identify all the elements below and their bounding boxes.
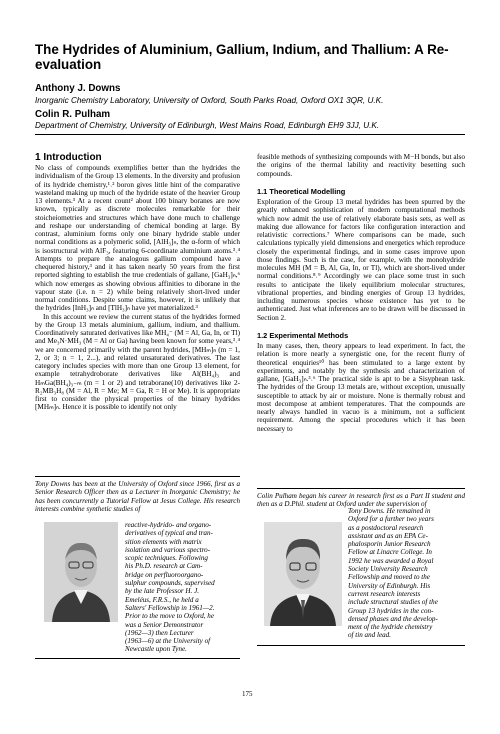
bio-downs-line: Prior to the move to Oxford, he	[125, 612, 214, 621]
intro-paragraph-1: No class of compounds exemplifies better than the hydrides the individualism of the Group 13 elements. In the diversity and profusion of its hydride chemistry,¹˒² boron gives little hint of the comparative wasteland making up much of the hydride estate of the heavier Group 13 elements.³ At a recent count² about 100 binary boranes are now known, typically as discrete molecules remarkable for their stoicheiometries and structures which have done much to challenge and reshape our understanding of chemical bonding at large. By contrast, aluminium forms only one binary hydride stable under normal conditions as a polymeric solid, [AlH₃]ₙ, the α-form of which is isostructural with AlF₃, featuring 6-coordinate aluminium atoms.³˒⁴ Attempts to prepare the analogous gallium compound have a chequered history,³ and it has taken nearly 50 years from the first reported sighting to establish the true credentials of gallane, [GaH₃]ₙ,⁶ which now emerges as showing obvious affinities to diborane in the vapour state (i.e. n = 2) while being relatively short-lived under normal conditions. Despite some claims, however, it is unlikely that the hydrides [InH₃]ₙ and [TlH₃]ₙ have yet materialized.³	[35, 164, 240, 313]
bio-pulham-line: Society University Research	[348, 565, 428, 574]
author-1-name: Anthony J. Downs	[35, 83, 121, 94]
bio-downs-line: sition elements with matrix	[125, 537, 202, 546]
intro-paragraph-2: In this account we review the current status of the hydrides formed by the Group 13 metals aluminium, gallium, indium, and thallium. Coordinatively saturated derivatives like MH₄⁻ (M = Al, Ga, In, or Tl) and Me₃N·MH₃ (M = Al or Ga) having been known for some years,³˒⁴ we are concerned primarily with the parent hydrides, [MHₘ]ₙ (m = 1, 2, or 3; n = 1, 2...), and related unsaturated derivatives. The last category includes species with more than one Group 13 element, for example tetrahydroborate derivatives like Al(BH₄)₃ and HₘGa(BH₄)₃₋ₘ (m = 1 or 2) and tetraborane(10) derivatives like 2-R₂MB₃H₈ (M = Al, R = Me; M = Ga, R = H or Me). It is appropriate first to consider the physical properties of the binary hydrides [MHₘ]ₙ. Hence it is possible to identify not only	[35, 312, 240, 412]
bio-downs-line: isolation and various spectro-	[125, 545, 211, 554]
bio-pulham-line: of tin and lead.	[348, 631, 391, 640]
author-photo-pulham	[264, 522, 342, 626]
bio-pulham-top-rule	[257, 488, 465, 489]
bio-downs-line: bridge on perfluoroorgano-	[125, 570, 204, 579]
bio-downs-bottom-rule	[35, 658, 240, 659]
bio-downs-top-rule	[35, 476, 240, 477]
bio-pulham-line: Oxford for a further two years	[348, 515, 434, 524]
right-column	[257, 153, 465, 483]
bio-pulham-line: Tony Downs. He remained in	[348, 507, 431, 515]
bio-pulham-line: Fellowship and moved to the	[348, 573, 430, 582]
bio-downs-line: his Ph.D. research at Cam-	[125, 562, 203, 571]
bio-downs-line: (1963—6) at the University of	[125, 637, 211, 646]
bio-pulham-line: phalosporin Junior Research	[348, 540, 431, 549]
bio-pulham-line: current research interests	[348, 589, 421, 598]
author-2-affiliation: Department of Chemistry, University of Edinburgh, West Mains Road, Edinburgh EH9 3JJ, U.K.	[35, 121, 380, 130]
bio-pulham-line: assistant and as an EPA Ce-	[348, 531, 428, 540]
bio-downs-intro: Tony Downs has been at the University of Oxford since 1966, first as a Senior Research Officer then as a Lecturer in Inorganic Chemistry; he has been concurrently a Tutorial Fellow at Jesus College. His research interests combine synthetic studies of	[35, 480, 240, 513]
bio-downs-line: was a Senior Demonstrator	[125, 620, 204, 629]
author-2-name: Colin R. Pulham	[35, 109, 111, 120]
bio-pulham-side	[348, 507, 465, 640]
bio-pulham-line: ment of the hydride chemistry	[348, 623, 433, 632]
author-1-affiliation: Inorganic Chemistry Laboratory, University of Oxford, South Parks Road, Oxford OX1 3QR, U.K.	[35, 96, 384, 105]
bio-pulham-line: densed phases and the develop-	[348, 614, 438, 623]
bio-pulham-line: University of Edinburgh. His	[348, 581, 431, 590]
bio-downs-line: reactive-hydrido- and organo-	[125, 521, 212, 529]
bio-pulham-line: include structural studies of the	[348, 598, 438, 607]
section-1-2-text: In many cases, then, theory appears to lead experiment. In fact, the relation is more nearly a synergistic one, for the recent flurry of theoretical enquiries¹⁰ has been stimulated to a large extent by experiments, and notably by the synthesis and characterization of gallane, [GaH₃]ₙ.³˒⁶ The practical side is apt to be a Sisyphean task. The hydrides of the Group 13 metals are, without exception, unusually susceptible to attack by air or moisture. None is thermally robust and most decompose at ambient temperatures. That the compounds are nearly always handled in vacuo is a minimum, not a sufficient requirement. Among the special procedures which it has been necessary to	[257, 342, 465, 433]
author-photo-downs	[44, 522, 118, 622]
bio-downs-line: scopic techniques. Following	[125, 554, 208, 563]
intro-continuation: feasible methods of synthesizing compounds with M−H bonds, but also the origins of the thermal lability and reactivity besetting such compounds.	[257, 153, 465, 178]
section-1-1-heading: 1.1 Theoretical Modelling	[257, 186, 346, 196]
section-1-2-heading: 1.2 Experimental Methods	[257, 330, 349, 340]
bio-downs-line: Newcastle upon Tyne.	[125, 645, 187, 654]
bio-pulham-line: 1992 he was awarded a Royal	[348, 556, 434, 565]
bio-downs-line: Salters' Fellowship in 1961—2.	[125, 603, 215, 612]
bio-pulham-intro: Colin Pulham began his career in research first as a Part II student and then as a D.Phil. student at Oxford under the supervision of	[257, 492, 465, 509]
bio-pulham-line: Group 13 hydrides in the con-	[348, 606, 434, 615]
bio-downs-line: sulphur compounds, supervised	[125, 579, 215, 588]
bio-downs-line: Emeléus, F.R.S., he held a	[125, 595, 199, 604]
bio-pulham-line: as a postdoctoral research	[348, 523, 424, 532]
left-column	[35, 164, 240, 470]
bio-downs-side	[125, 521, 240, 654]
section-1-1-text: Exploration of the Group 13 metal hydrides has been spurred by the greatly enhanced sophistication of modern computational methods which now admit the use of relatively elaborate basis sets, as well as making due allowance for factors like configuration interaction and relativistic corrections.⁷ Where comparisons can be made, such calculations typically yield dimensions and energetics which reproduce closely the experimental findings, and in some cases improve upon those findings. Such is the case, for example, with the monohydride molecules MH (M = B, Al, Ga, In, or Tl), which are short-lived under normal conditions.⁸˒⁹ Accordingly we can place some trust in such results to anticipate the likely equilibrium molecular structures, vibrational properties, and binding energies of Group 13 hydrides, including numerous species whose existence has yet to be authenticated. Just what inferences are to be drawn will be discussed in Section 2.	[257, 198, 465, 322]
bio-downs-line: derivatives of typical and tran-	[125, 529, 213, 538]
header-divider	[35, 134, 465, 135]
bio-pulham-bottom-rule	[257, 645, 465, 646]
bio-downs-line: (1962—3) then Lecturer	[125, 628, 194, 637]
bio-downs-line: by the late Professor H. J.	[125, 587, 200, 596]
bio-pulham-line: Fellow at Linacre College. In	[348, 548, 432, 557]
article-title: The Hydrides of Aluminium, Gallium, Indium, and Thallium: A Re-evaluation	[35, 42, 449, 72]
page-number: 175	[242, 690, 253, 698]
section-1-heading: 1 Introduction	[35, 152, 102, 163]
